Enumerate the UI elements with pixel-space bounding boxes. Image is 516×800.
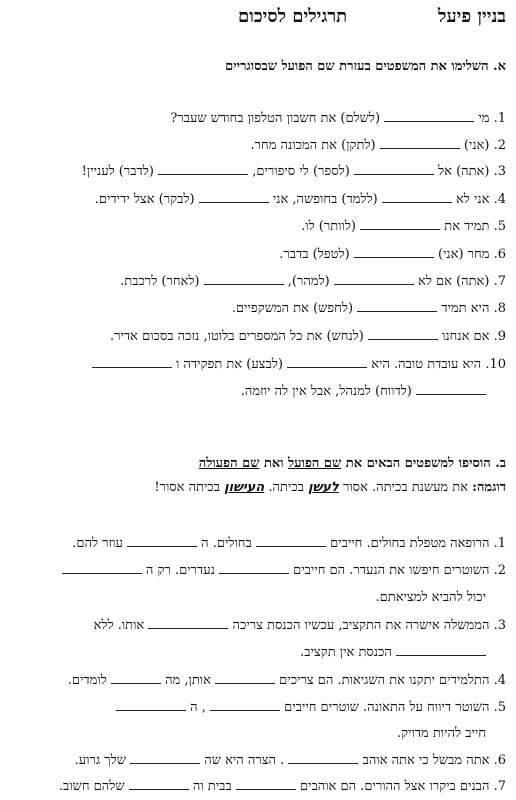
example-handwritten-1: לעשן <box>308 480 339 495</box>
b-item-2-continuation: יכול להביא למציאתם. <box>375 590 486 605</box>
b-item-5: 5. השוטר דיווח על התאונה. שוטרים חייבים , ה <box>6 699 506 716</box>
b-item-1: 1. הרופאה מטפלת בחולים. חייבים בחולים. ה עוזר להם. <box>72 536 506 551</box>
header-title-right: בניין פיעל <box>438 6 506 27</box>
b-item-2: 2. השוטרים חיפשו את הנעדר. הם חייבים נעדרים. רק ה <box>6 562 506 579</box>
a-item-5: 5. תמיד את (לוותר) לו. <box>301 219 506 234</box>
page-header <box>0 6 516 30</box>
example-handwritten-2: העישון <box>224 480 265 495</box>
section-a-title: א. השלימו את המשפטים בעזרת שם הפועל שבסוגריים <box>225 59 506 74</box>
a-item-7: 7. (אתה) אם לא (למהר), (לאחר) לרכבת. <box>120 274 506 289</box>
a-item-4: 4. אני לא (ללמד) בחופשה, אני (לבקר) אצל ידידים. <box>94 192 506 207</box>
example-line: דוגמה: את מעשנת בכיתה. אסור לעשן בכיתה. העישון בכיתה אסור! <box>154 480 506 495</box>
b-item-3: 3. הממשלה אישרה את התקציב, עכשיו הכנסת צריכה אותו. ללא <box>93 618 506 633</box>
b-item-5-continuation: חייב להיות מדויק. <box>396 726 486 741</box>
a-item-1: 1. מי (לשלם) את חשבון הטלפון בחודש שעבר? <box>170 111 506 126</box>
a-item-6: 6. מחר (אני) (לטפל) בדבר. <box>279 247 506 262</box>
a-item-10: 10. היא עובדת טובה. היא (לבצע) את תפקידה ו <box>6 356 506 373</box>
a-item-10-continuation: (לדווח) למנהל, אבל אין לה יוזמה. <box>6 383 486 400</box>
header-title-left: תרגילים לסיכום <box>238 6 348 27</box>
b-item-7: 7. הבנים ביקרו אצל ההורים. הם אוהבים בבית וה שלהם חשוב. <box>58 779 506 794</box>
a-item-3: 3. (אתה) אל (לספר) לי סיפורים, (לדבר) לעניין! <box>81 164 506 179</box>
a-item-2: 2. (אני) (לתקן) את המכונה מחר. <box>250 138 506 153</box>
b-item-3-continuation: הכנסת אין תקציב. <box>6 644 486 661</box>
a-item-8: 8. היא תמיד (לחפש) את המשקפיים. <box>231 301 506 316</box>
section-b-title: ב. הוסיפו למשפטים הבאים את שם הפועל ואת שם הפעולה <box>198 456 506 471</box>
a-item-9: 9. אם אנחנו (לנחש) את כל המספרים בלוטו, נזכה בסכום אדיר. <box>109 329 506 344</box>
b-item-4: 4. התלמידים יתקנו את השגיאות. הם צריכים אותן, מה לומדים. <box>67 673 506 688</box>
b-item-6: 6. אתה מבשל כי אתה אוהב . הצרה היא שה שלך גרוע. <box>74 753 506 768</box>
